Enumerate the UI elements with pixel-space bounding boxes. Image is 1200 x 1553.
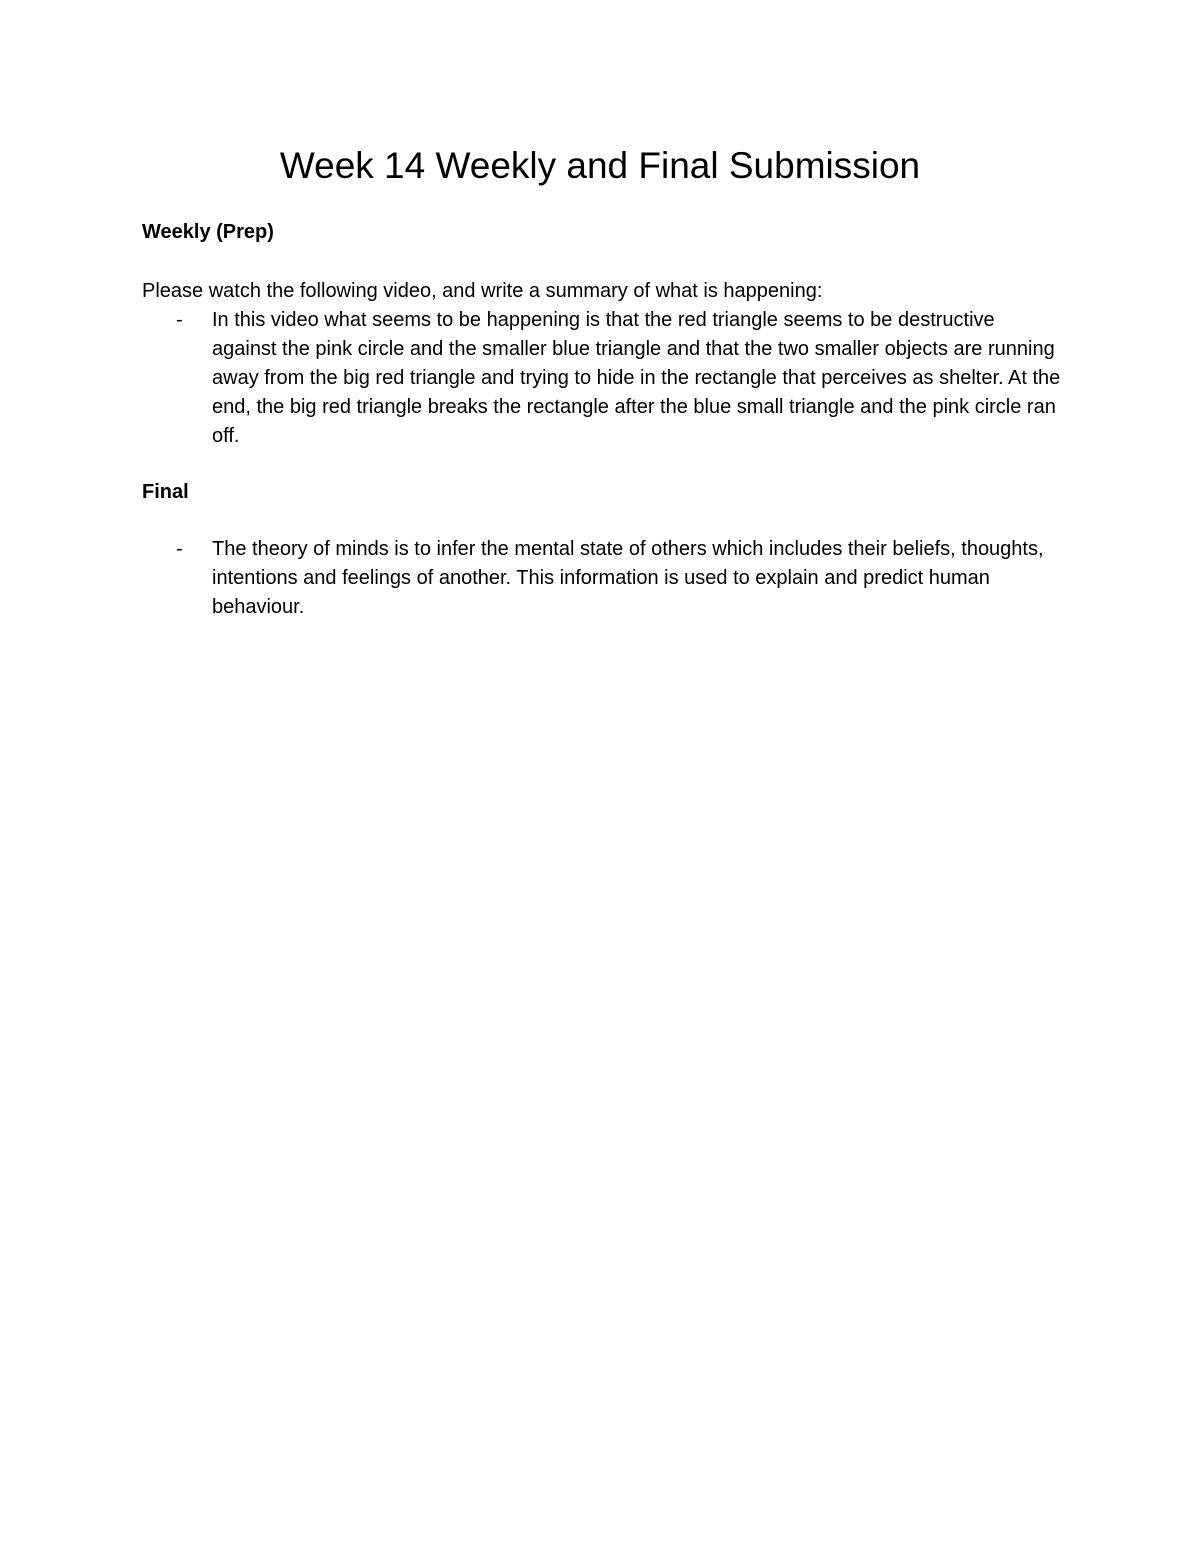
- section-heading-final: Final: [142, 481, 189, 503]
- bullet-marker: -: [176, 309, 183, 331]
- bullet-marker: -: [176, 538, 183, 560]
- final-answer-text: The theory of minds is to infer the mental state of others which includes their beliefs, thoughts, intentions and feelings of another. This information is used to explain and predict human behaviour.: [212, 538, 1044, 618]
- section-heading-weekly: Weekly (Prep): [142, 221, 274, 243]
- weekly-summary-text: In this video what seems to be happening is that the red triangle seems to be destructive against the pink circle and the smaller blue triangle and that the two smaller objects are running away from the big red triangle and trying to hide in the rectangle that perceives as shelter. At the end, the big red triangle breaks the rectangle after the blue small triangle and the pink circle ran off.: [212, 309, 1061, 447]
- document-title: Week 14 Weekly and Final Submission: [279, 145, 921, 186]
- weekly-prompt: Please watch the following video, and write a summary of what is happening:: [142, 280, 823, 302]
